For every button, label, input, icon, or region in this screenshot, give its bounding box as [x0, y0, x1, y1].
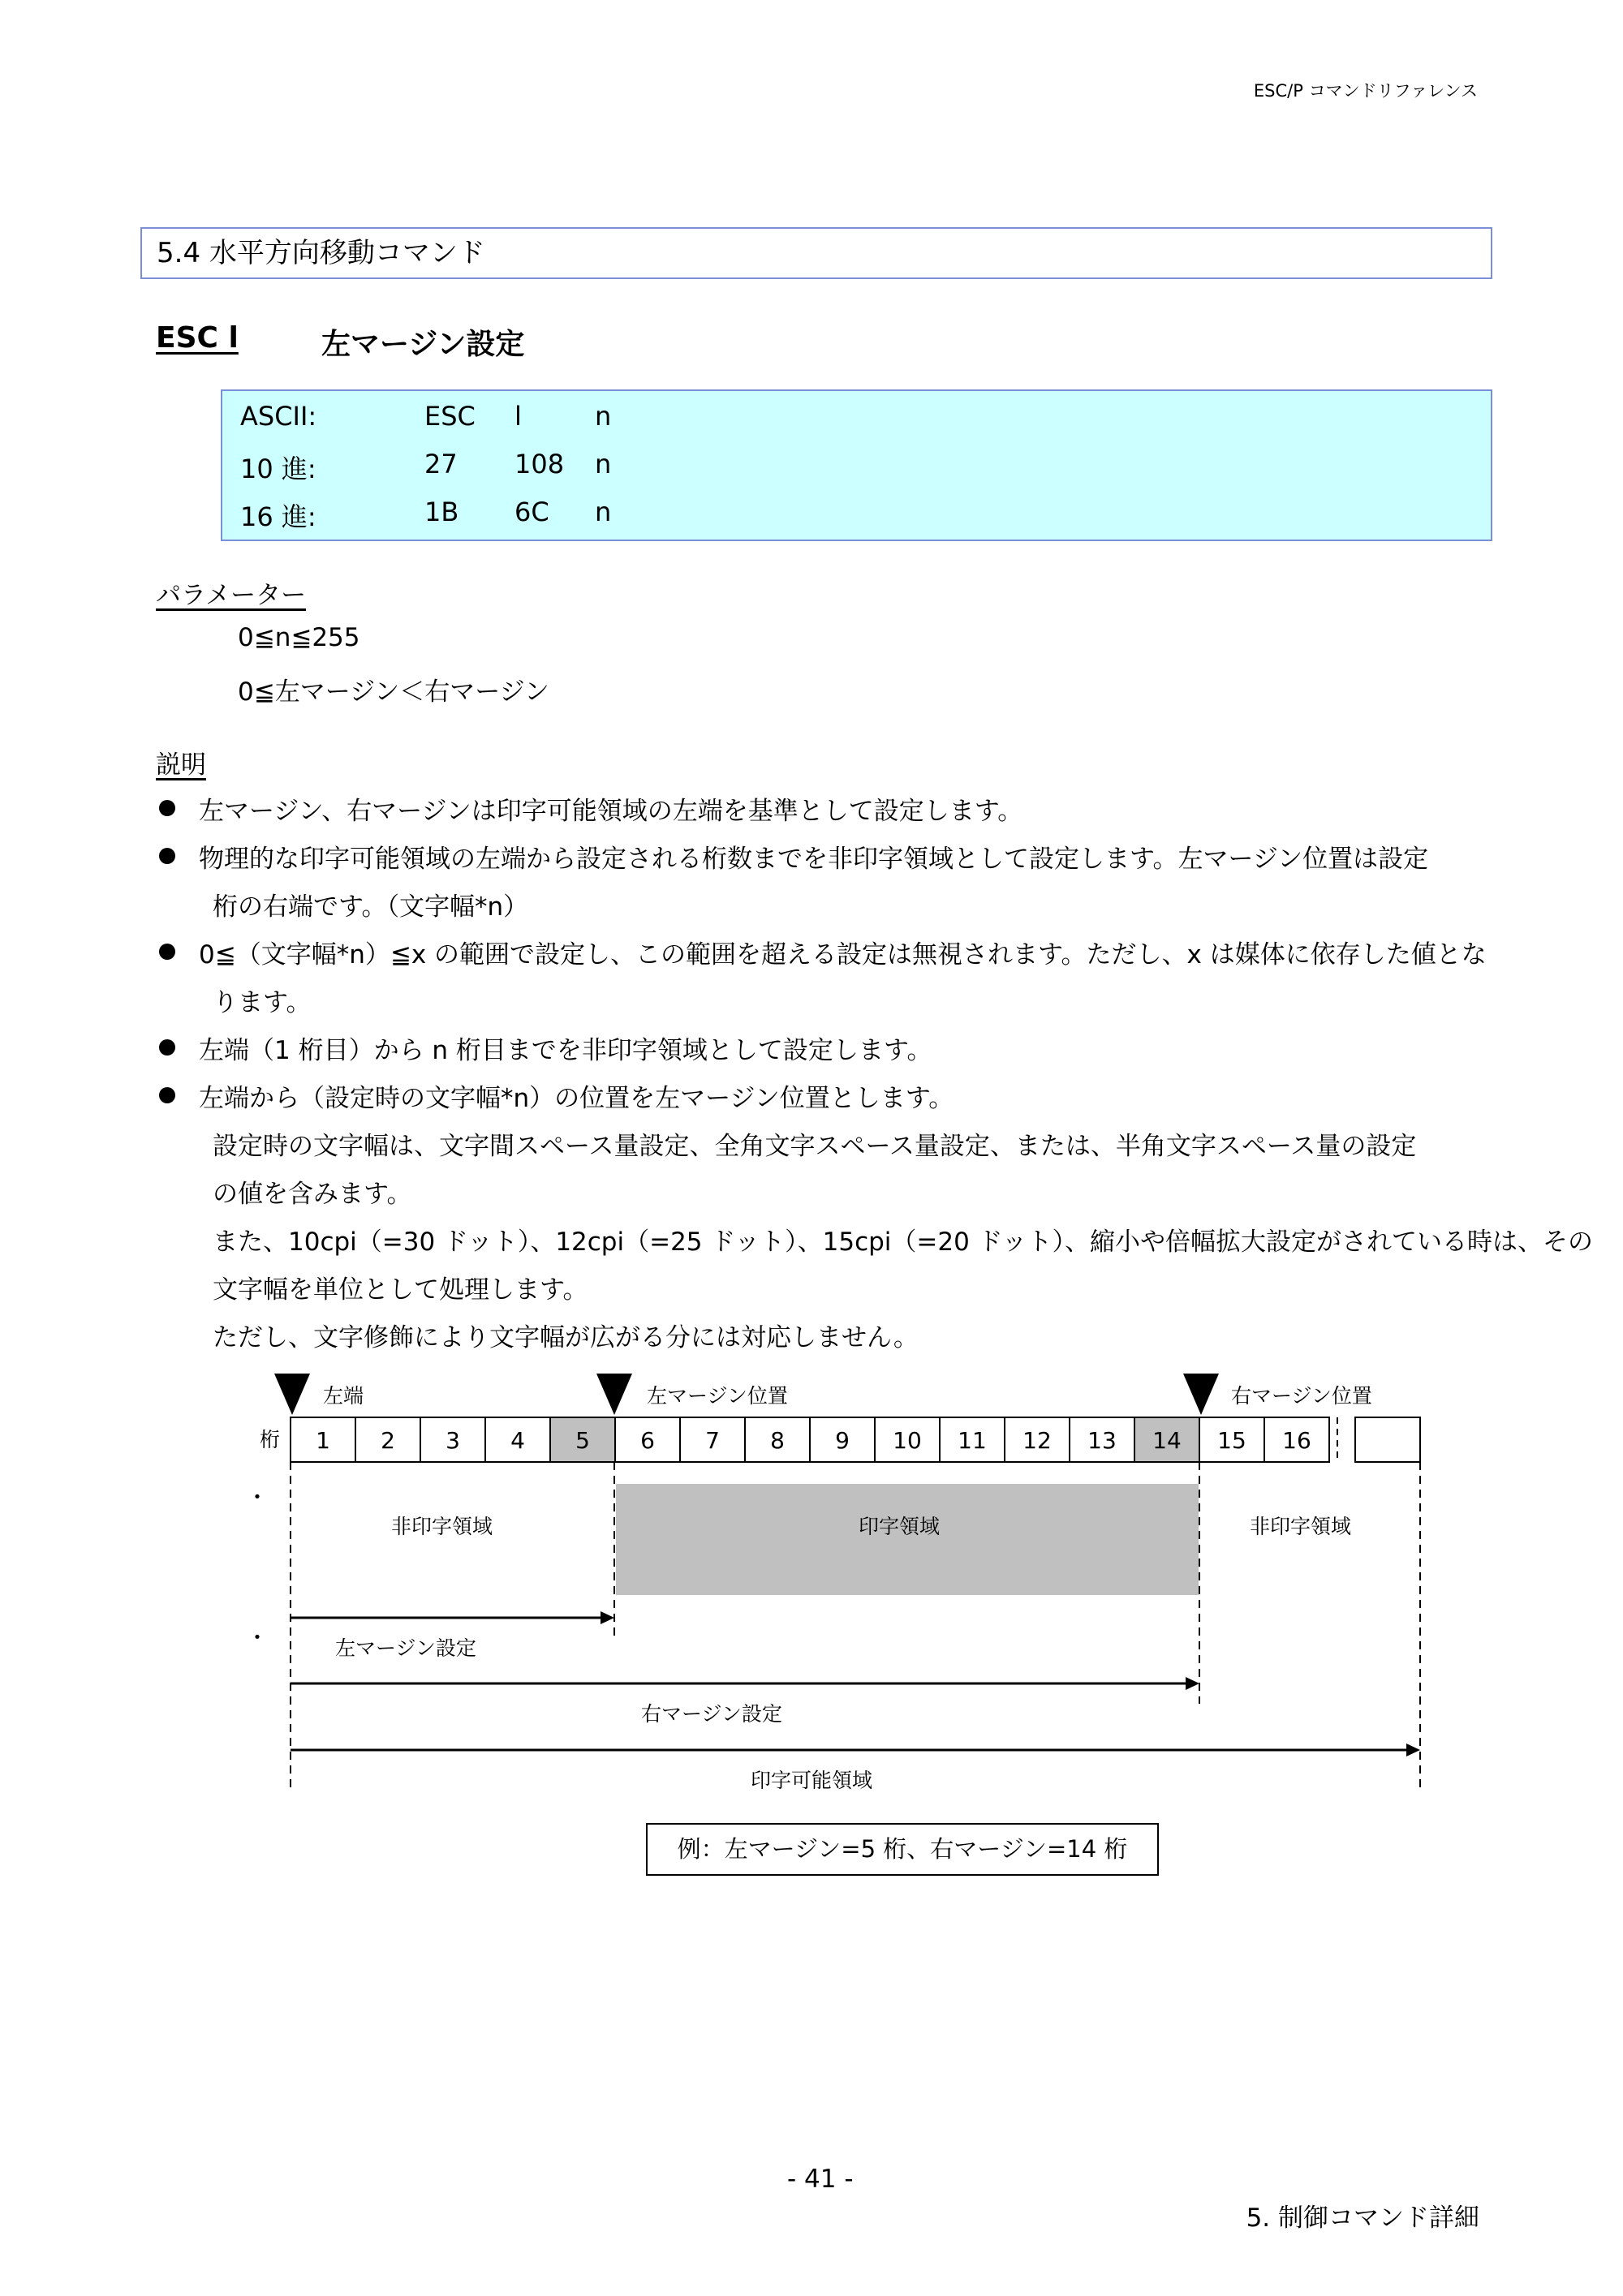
bullet-text: 0≦（文字幅*n）≦x の範囲で設定し、この範囲を超える設定は無視されます。ただし、x は媒体に依存した値とな [199, 940, 1487, 970]
code-value: ESC [424, 401, 476, 432]
down-arrow-icon [274, 1374, 310, 1415]
region-label-non-print-left: 非印字領域 [391, 1515, 493, 1538]
bullet-text: 桁の右端です。（文字幅*n） [213, 892, 529, 922]
code-label-ascii: ASCII: [240, 401, 317, 432]
arrowhead-icon [1406, 1743, 1420, 1756]
bullet-text: ります。 [213, 988, 312, 1017]
code-value: 6C [514, 497, 549, 527]
down-arrow-icon [596, 1374, 632, 1415]
column-number: 7 [705, 1427, 720, 1454]
column-number: 6 [640, 1427, 655, 1454]
column-number: 1 [316, 1427, 330, 1454]
pointer-label-right-margin: 右マージン位置 [1231, 1384, 1372, 1408]
column-cell-ellipsis [1355, 1417, 1420, 1462]
column-number: 15 [1217, 1427, 1246, 1454]
column-number: 8 [770, 1427, 785, 1454]
region-label-non-print-right: 非印字領域 [1250, 1515, 1352, 1538]
column-number: 14 [1152, 1427, 1182, 1454]
column-number: 11 [958, 1427, 987, 1454]
code-value: n [595, 497, 612, 527]
parameter-line: 0≦左マージン＜右マージン [238, 677, 549, 707]
arrow-label-left-margin: 左マージン設定 [335, 1636, 476, 1660]
column-cells-tail [1337, 1417, 1420, 1462]
command-description: 左マージン設定 [321, 328, 525, 361]
continuation-text: 設定時の文字幅は、文字間スペース量設定、全角文字スペース量設定、または、半角文字スペース量の設定 [213, 1132, 1417, 1161]
column-cells [291, 1417, 1329, 1462]
arrowhead-icon [601, 1611, 614, 1624]
arrow-label-right-margin: 右マージン設定 [641, 1702, 782, 1726]
bullet-text: 左端から（設定時の文字幅*n）の位置を左マージン位置とします。 [199, 1084, 954, 1113]
diagram-caption: 例：左マージン=5 桁、右マージン=14 桁 [646, 1823, 1159, 1876]
running-header: ESC/P コマンドリファレンス [1253, 81, 1478, 101]
continuation-text: また、10cpi（=30 ドット）、12cpi（=25 ドット）、15cpi（=20 ドット）、縮小や倍幅拡大設定がされている時は、その [213, 1228, 1593, 1257]
column-number: 3 [446, 1427, 460, 1454]
bullet-text: 物理的な印字可能領域の左端から設定される桁数までを非印字領域として設定します。左マージン位置は設定 [199, 845, 1429, 874]
parameters-heading: パラメーター [156, 581, 307, 610]
bullet-text: 左端（1 桁目）から n 桁目までを非印字領域として設定します。 [199, 1036, 932, 1065]
code-value: 27 [424, 449, 458, 479]
column-number: 10 [893, 1427, 922, 1454]
code-value: n [595, 401, 612, 432]
continuation-text: ただし、文字修飾により文字幅が広がる分には対応しません。 [213, 1323, 919, 1352]
code-value: 1B [424, 497, 459, 527]
section-heading: 5.4 水平方向移動コマンド [140, 227, 1492, 279]
small-mark: ・ [246, 1484, 269, 1511]
code-value: 108 [514, 449, 565, 479]
down-arrow-icon [1183, 1374, 1219, 1415]
continuation-text: の値を含みます。 [213, 1180, 412, 1209]
continuation-text: 文字幅を単位として処理します。 [213, 1275, 588, 1305]
description-heading: 説明 [156, 750, 206, 780]
column-number: 9 [835, 1427, 850, 1454]
command-name: ESC l [156, 321, 239, 355]
region-label-print: 印字領域 [859, 1515, 941, 1538]
code-label-decimal: 10 進: [240, 454, 316, 484]
arrow-label-printable: 印字可能領域 [751, 1769, 873, 1792]
pointer-group [274, 1374, 1372, 1415]
column-number: 4 [510, 1427, 525, 1454]
bullet-text: 左マージン、右マージンは印字可能領域の左端を基準として設定します。 [199, 797, 1023, 826]
column-number: 13 [1087, 1427, 1117, 1454]
arrowhead-icon [1186, 1677, 1199, 1690]
row-label: 桁 [260, 1428, 281, 1451]
code-value: n [595, 449, 612, 479]
column-number: 2 [381, 1427, 395, 1454]
pointer-label-left-margin: 左マージン位置 [647, 1384, 788, 1408]
page-number: - 41 - [787, 2165, 854, 2194]
print-area-region [616, 1484, 1199, 1595]
column-number: 16 [1282, 1427, 1311, 1454]
code-label-hex: 16 進: [240, 501, 316, 532]
parameter-line: 0≦n≦255 [238, 623, 360, 652]
small-mark: ・ [246, 1624, 269, 1651]
code-value: l [514, 401, 522, 432]
pointer-label-left-edge: 左端 [323, 1384, 364, 1408]
chapter-footer: 5. 制御コマンド詳細 [1246, 2204, 1479, 2233]
column-number: 5 [575, 1427, 590, 1454]
column-number: 12 [1022, 1427, 1052, 1454]
